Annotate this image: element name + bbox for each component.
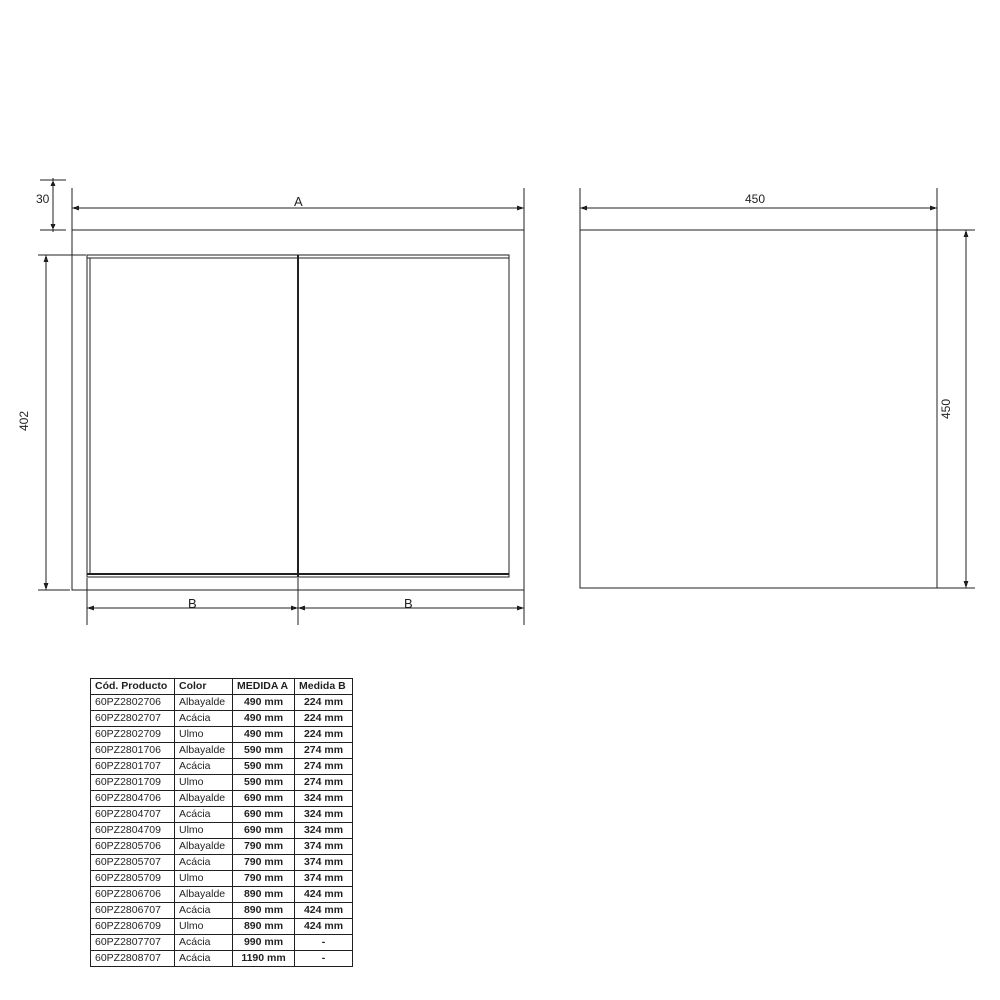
cell-medida-b: -	[295, 935, 353, 951]
cell-medida-b: 224 mm	[295, 711, 353, 727]
cell-codigo: 60PZ2804707	[91, 807, 175, 823]
cell-color: Acácia	[175, 855, 233, 871]
dim-label-450-top: 450	[745, 192, 766, 206]
dim-label-B-left: B	[188, 596, 197, 611]
cell-color: Acácia	[175, 903, 233, 919]
cell-codigo: 60PZ2802707	[91, 711, 175, 727]
table-row	[91, 855, 353, 871]
table-row	[91, 743, 353, 759]
cell-codigo: 60PZ2802709	[91, 727, 175, 743]
cell-medida-b: 274 mm	[295, 775, 353, 791]
cell-color: Albayalde	[175, 839, 233, 855]
cell-medida-b: 324 mm	[295, 791, 353, 807]
side-view-outline	[580, 230, 937, 588]
cell-color: Albayalde	[175, 887, 233, 903]
table-header-row	[91, 679, 353, 695]
cell-color: Acácia	[175, 759, 233, 775]
cell-medida-b: -	[295, 951, 353, 967]
cell-color: Ulmo	[175, 823, 233, 839]
cell-color: Ulmo	[175, 775, 233, 791]
cell-medida-b: 424 mm	[295, 903, 353, 919]
cell-codigo: 60PZ2806706	[91, 887, 175, 903]
cell-codigo: 60PZ2806709	[91, 919, 175, 935]
cell-medida-a: 890 mm	[233, 919, 295, 935]
cell-medida-a: 890 mm	[233, 887, 295, 903]
table-row	[91, 951, 353, 967]
header-color: Color	[175, 679, 233, 695]
table-row	[91, 839, 353, 855]
header-medida-a: MEDIDA A	[233, 679, 295, 695]
cell-medida-b: 424 mm	[295, 887, 353, 903]
cell-medida-a: 690 mm	[233, 791, 295, 807]
cell-codigo: 60PZ2805706	[91, 839, 175, 855]
cell-color: Ulmo	[175, 871, 233, 887]
cell-codigo: 60PZ2801709	[91, 775, 175, 791]
cell-codigo: 60PZ2808707	[91, 951, 175, 967]
cell-medida-b: 274 mm	[295, 743, 353, 759]
header-medida-b: Medida B	[295, 679, 353, 695]
product-spec-table	[90, 678, 353, 967]
dim-label-402: 402	[17, 410, 32, 432]
header-codigo: Cód. Producto	[91, 679, 175, 695]
cell-medida-b: 324 mm	[295, 823, 353, 839]
cell-medida-a: 490 mm	[233, 695, 295, 711]
cell-color: Albayalde	[175, 791, 233, 807]
table-row	[91, 887, 353, 903]
cell-codigo: 60PZ2801707	[91, 759, 175, 775]
cell-medida-a: 990 mm	[233, 935, 295, 951]
table-row	[91, 727, 353, 743]
cell-medida-a: 590 mm	[233, 775, 295, 791]
dim-label-450-right: 450	[939, 398, 954, 420]
cell-medida-a: 590 mm	[233, 743, 295, 759]
cell-codigo: 60PZ2805707	[91, 855, 175, 871]
table-row	[91, 775, 353, 791]
cell-color: Ulmo	[175, 727, 233, 743]
cell-medida-b: 274 mm	[295, 759, 353, 775]
table-row	[91, 711, 353, 727]
cell-medida-b: 424 mm	[295, 919, 353, 935]
table-row	[91, 759, 353, 775]
cell-medida-b: 374 mm	[295, 855, 353, 871]
table-row	[91, 823, 353, 839]
cell-medida-b: 374 mm	[295, 839, 353, 855]
table-row	[91, 791, 353, 807]
cell-medida-b: 224 mm	[295, 695, 353, 711]
cell-medida-a: 790 mm	[233, 871, 295, 887]
cell-color: Ulmo	[175, 919, 233, 935]
cell-medida-a: 790 mm	[233, 839, 295, 855]
cell-codigo: 60PZ2801706	[91, 743, 175, 759]
cell-codigo: 60PZ2804706	[91, 791, 175, 807]
table-row	[91, 919, 353, 935]
cell-color: Acácia	[175, 807, 233, 823]
table-row	[91, 935, 353, 951]
table-row	[91, 903, 353, 919]
cell-codigo: 60PZ2805709	[91, 871, 175, 887]
cell-color: Albayalde	[175, 695, 233, 711]
cell-color: Acácia	[175, 951, 233, 967]
cell-medida-b: 324 mm	[295, 807, 353, 823]
cell-color: Albayalde	[175, 743, 233, 759]
cell-medida-b: 224 mm	[295, 727, 353, 743]
cell-medida-a: 690 mm	[233, 807, 295, 823]
cell-medida-a: 890 mm	[233, 903, 295, 919]
dim-label-B-right: B	[404, 596, 413, 611]
cell-codigo: 60PZ2802706	[91, 695, 175, 711]
cell-medida-a: 590 mm	[233, 759, 295, 775]
cell-color: Acácia	[175, 935, 233, 951]
cell-medida-b: 374 mm	[295, 871, 353, 887]
cell-medida-a: 690 mm	[233, 823, 295, 839]
table-row	[91, 807, 353, 823]
cell-codigo: 60PZ2806707	[91, 903, 175, 919]
cell-medida-a: 490 mm	[233, 727, 295, 743]
cell-codigo: 60PZ2804709	[91, 823, 175, 839]
cell-medida-a: 1190 mm	[233, 951, 295, 967]
table-row	[91, 871, 353, 887]
cell-codigo: 60PZ2807707	[91, 935, 175, 951]
table-row	[91, 695, 353, 711]
cell-medida-a: 490 mm	[233, 711, 295, 727]
dim-label-30: 30	[36, 192, 50, 206]
cell-color: Acácia	[175, 711, 233, 727]
dim-label-A: A	[294, 194, 303, 209]
cell-medida-a: 790 mm	[233, 855, 295, 871]
